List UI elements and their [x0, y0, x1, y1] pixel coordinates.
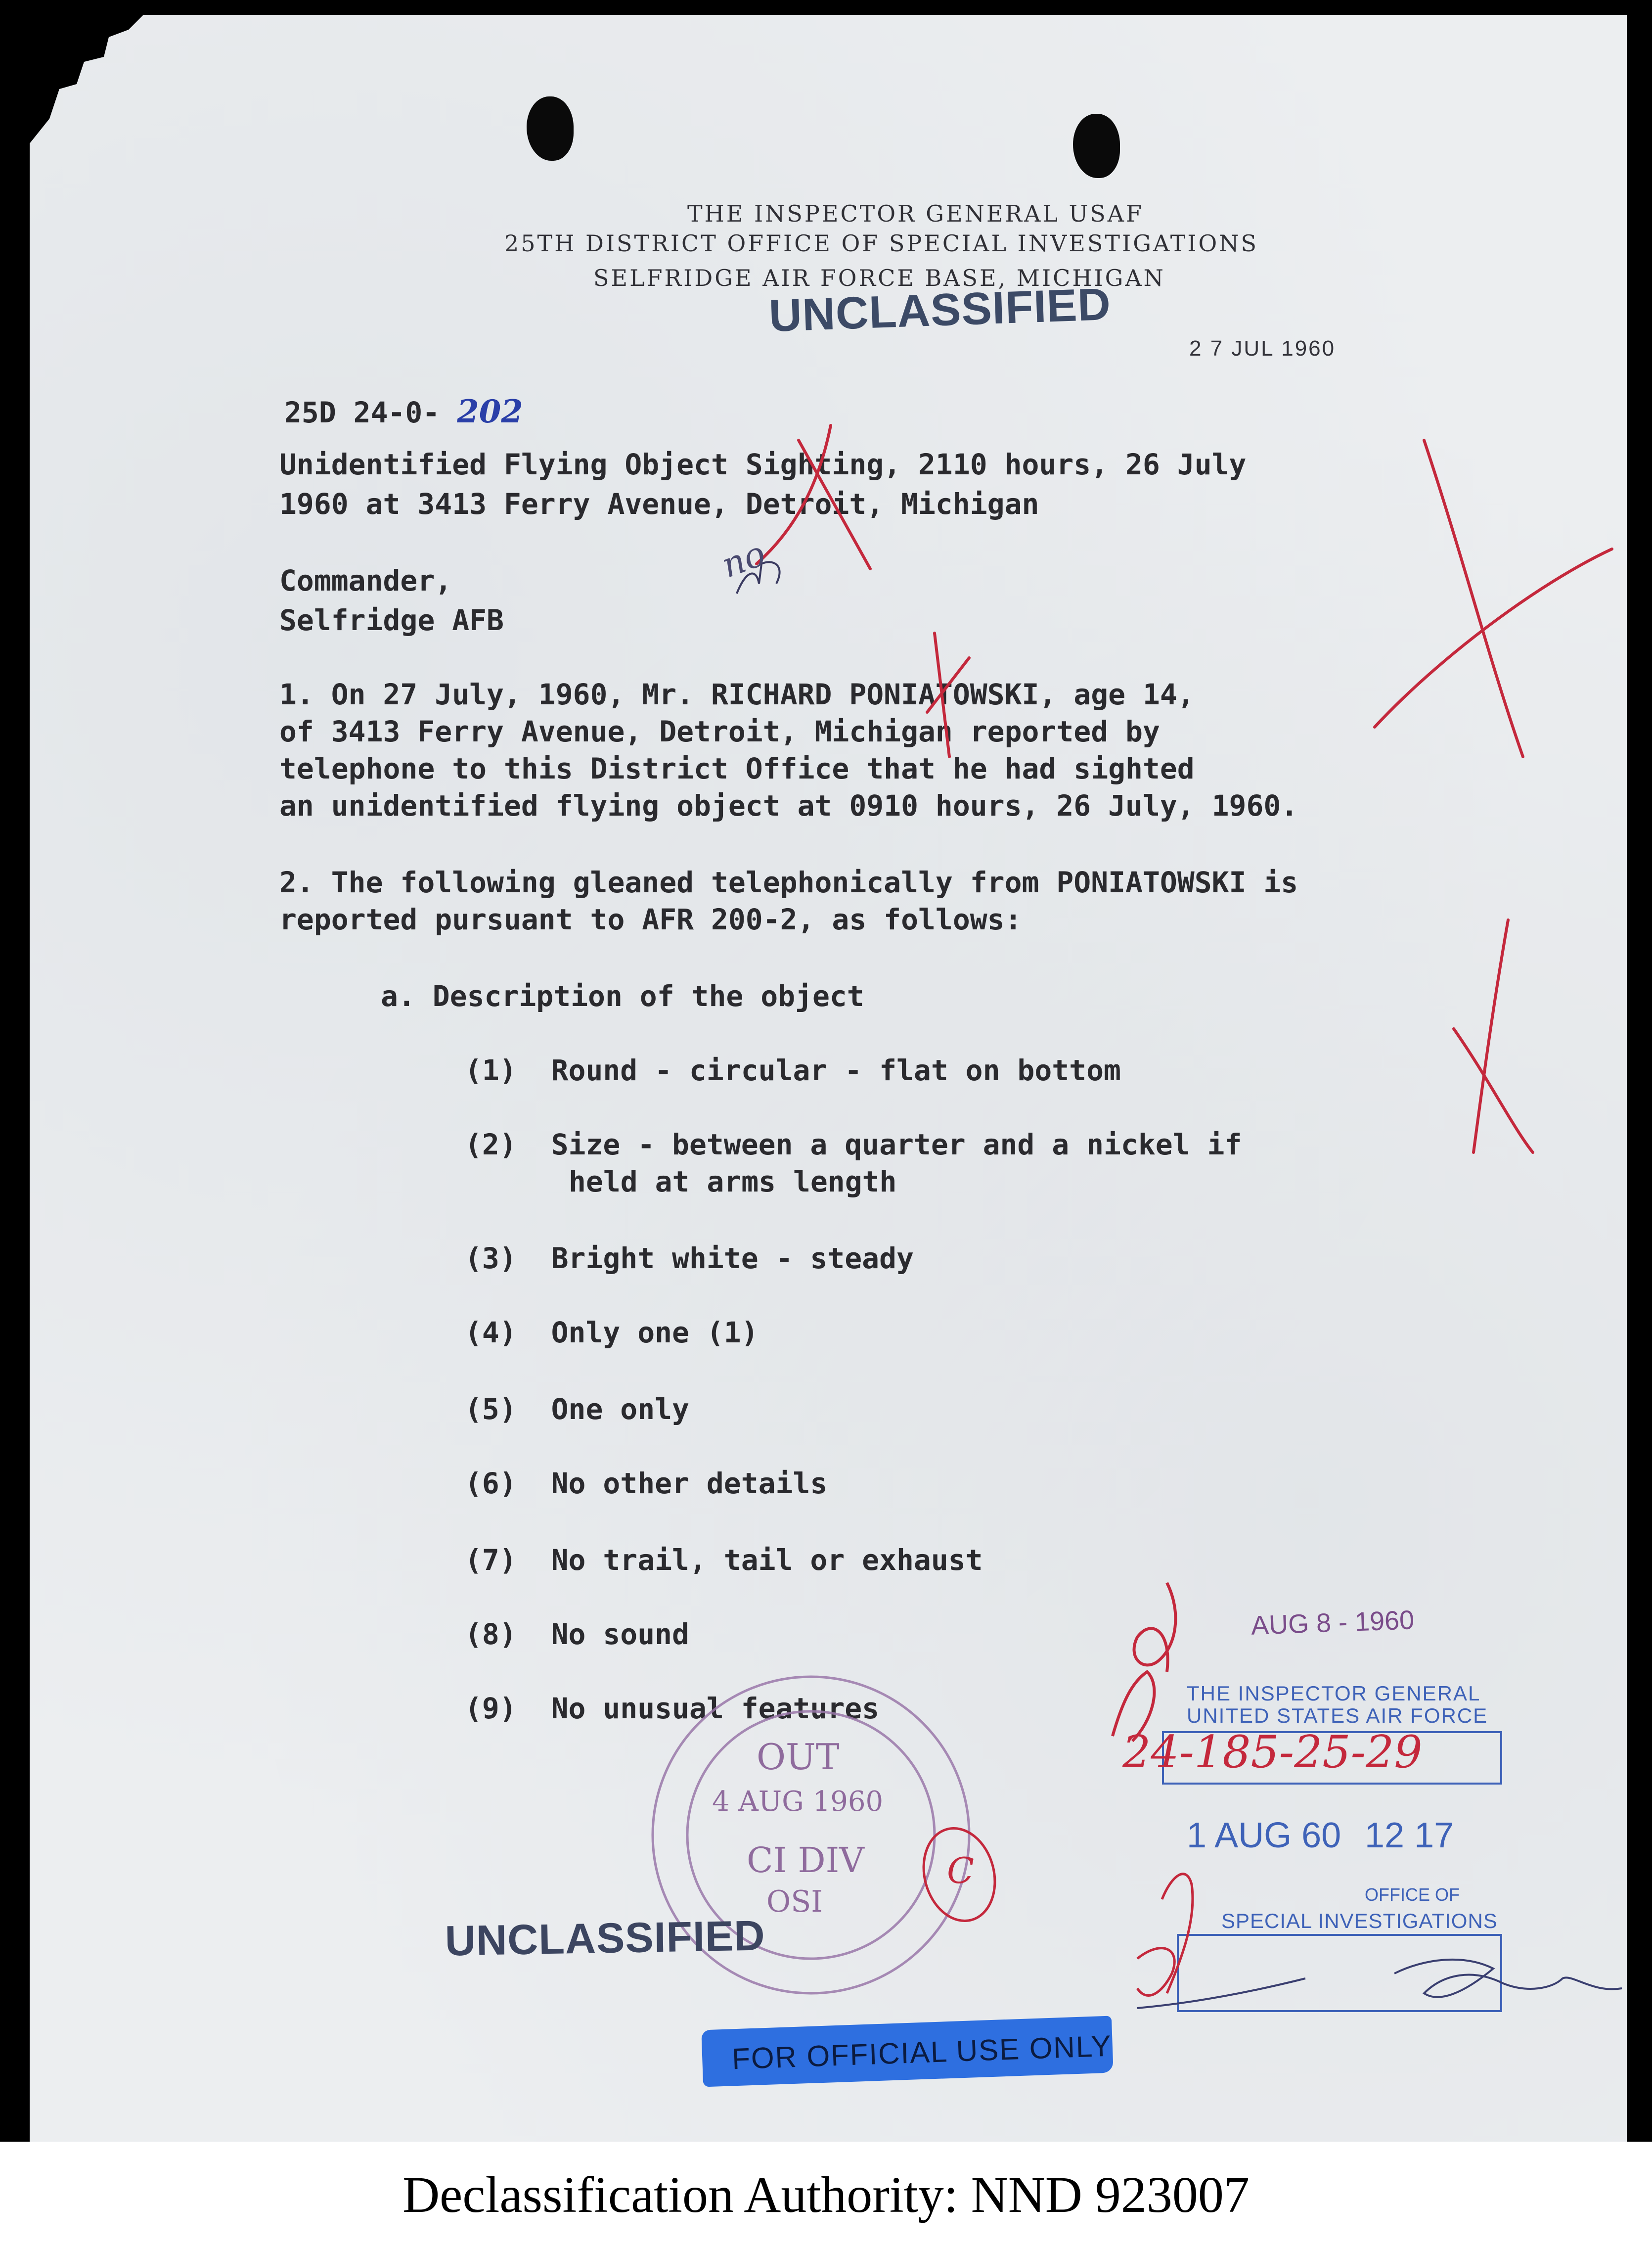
paragraph-2-line-1: 2. The following gleaned telephonically from PONIATOWSKI is	[279, 866, 1298, 899]
out-stamp-circled-letter: C	[947, 1850, 975, 1891]
paragraph-2-line-2: reported pursuant to AFR 200-2, as follows:	[279, 903, 1022, 936]
osi-stamp-line-1: OFFICE OF	[1365, 1884, 1460, 1905]
section-a-heading: a. Description of the object	[381, 979, 864, 1013]
out-stamp-label: OUT	[757, 1736, 840, 1778]
header-line-2: 25TH DISTRICT OFFICE OF SPECIAL INVESTIGATIONS	[504, 230, 1259, 257]
subject-line-2: 1960 at 3413 Ferry Avenue, Detroit, Michigan	[279, 487, 1039, 521]
red-initials	[1093, 1573, 1202, 1751]
addressee-line-1: Commander,	[279, 564, 452, 597]
ig-stamp-line-2: UNITED STATES AIR FORCE	[1187, 1704, 1488, 1727]
margin-note: no	[716, 533, 771, 586]
list-item: (2) Size - between a quarter and a nickel if	[465, 1128, 1242, 1161]
header-line-3: SELFRIDGE AIR FORCE BASE, MICHIGAN	[593, 265, 1165, 291]
list-item: (9) No unusual features	[465, 1692, 880, 1725]
signature	[1117, 1845, 1627, 2033]
ig-stamp-date: 1 AUG 60	[1187, 1816, 1341, 1855]
list-item: (1) Round - circular - flat on bottom	[465, 1054, 1121, 1087]
declassification-authority: Declassification Authority: NND 923007	[402, 2166, 1250, 2223]
list-item: (5) One only	[465, 1392, 689, 1426]
file-number-handwritten: 202	[457, 393, 523, 430]
document-page	[30, 15, 1627, 2142]
file-number-typed: 25D 24-0-	[284, 396, 440, 429]
classification-stamp-top: UNCLASSIFIED	[768, 278, 1112, 342]
received-date-stamp: AUG 8 - 1960	[1250, 1605, 1415, 1641]
handling-label-text: FOR OFFICIAL USE ONLY	[731, 2029, 1113, 2076]
out-stamp-date: 4 AUG 1960	[712, 1786, 884, 1818]
ig-stamp-number: 24-185-25-29	[1122, 1726, 1423, 1778]
header-line-1: THE INSPECTOR GENERAL USAF	[687, 200, 1144, 227]
paragraph-1-line-2: of 3413 Ferry Avenue, Detroit, Michigan reported by	[279, 715, 1160, 748]
classification-stamp-bottom: UNCLASSIFIED	[445, 1912, 766, 1965]
paragraph-1-line-1: 1. On 27 July, 1960, Mr. RICHARD PONIATOWSKI, age 14,	[279, 678, 1195, 711]
footer	[0, 2142, 1652, 2248]
out-stamp-div-2: OSI	[766, 1884, 823, 1919]
document-date: 2 7 JUL 1960	[1189, 336, 1336, 361]
out-stamp-div-1: CI DIV	[747, 1840, 864, 1881]
paragraph-1-line-3: telephone to this District Office that he had sighted	[279, 752, 1195, 785]
paragraph-1-line-4: an unidentified flying object at 0910 hours, 26 July, 1960.	[279, 789, 1298, 823]
list-item: (3) Bright white - steady	[465, 1241, 914, 1275]
list-item: (7) No trail, tail or exhaust	[465, 1543, 983, 1577]
osi-stamp-line-2: SPECIAL INVESTIGATIONS	[1221, 1909, 1498, 1932]
list-item: (8) No sound	[465, 1617, 689, 1651]
list-item: (4) Only one (1)	[465, 1316, 759, 1349]
list-item-continuation: held at arms length	[569, 1165, 897, 1198]
addressee-line-2: Selfridge AFB	[279, 603, 504, 637]
ig-stamp-time: 12 17	[1365, 1816, 1454, 1855]
subject-line-1: Unidentified Flying Object Sighting, 2110 hours, 26 July	[279, 448, 1247, 481]
ig-stamp-line-1: THE INSPECTOR GENERAL	[1187, 1682, 1481, 1705]
list-item: (6) No other details	[465, 1467, 828, 1500]
